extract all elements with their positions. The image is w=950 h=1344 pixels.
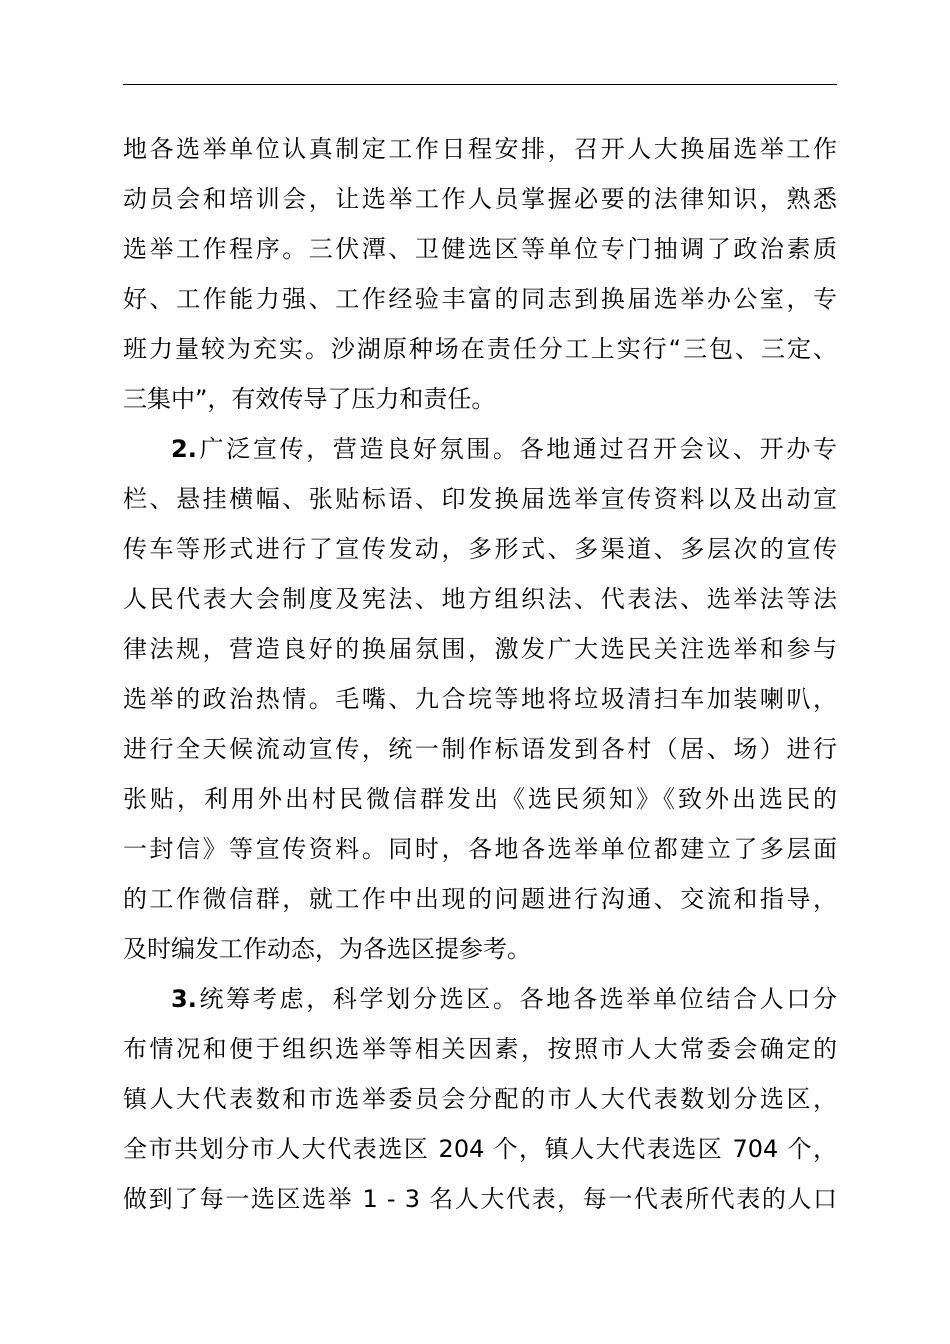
text-line (123, 424, 837, 474)
text-line (123, 974, 837, 1024)
paragraph-3 (123, 974, 837, 1224)
text-line-content: 广泛宣传，营造良好氛围。各地通过召开会议、开办专 (196, 435, 837, 463)
text-line-content: 统筹考虑，科学划分选区。各地各选举单位结合人口分 (196, 985, 837, 1013)
text-line: 传车等形式进行了宣传发动，多形式、多渠道、多层次的宣传 (123, 535, 837, 563)
text-line: 栏、悬挂横幅、张贴标语、印发换届选举宣传资料以及出动宣 (123, 485, 837, 513)
text-line: 律法规，营造良好的换届氛围，激发广大选民关注选举和参与 (123, 635, 837, 663)
text-line: 动员会和培训会，让选举工作人员掌握必要的法律知识，熟悉 (123, 185, 837, 213)
text-line: 三集中”，有效传导了压力和责任。 (123, 385, 496, 413)
text-line: 选举工作程序。三伏潭、卫健选区等单位专门抽调了政治素质 (123, 235, 837, 263)
text-line: 选举的政治热情。毛嘴、九合垸等地将垃圾清扫车加装喇叭， (123, 685, 837, 713)
paragraph-number: 3. (171, 985, 197, 1013)
text-line: 全市共划分市人大代表选区 204 个，镇人大代表选区 704 个， (123, 1135, 837, 1163)
text-line: 地各选举单位认真制定工作日程安排，召开人大换届选举工作 (123, 135, 837, 163)
text-line: 一封信》等宣传资料。同时，各地各选举单位都建立了多层面 (123, 835, 837, 863)
text-line: 布情况和便于组织选举等相关因素，按照市人大常委会确定的 (123, 1035, 837, 1063)
text-line: 好、工作能力强、工作经验丰富的同志到换届选举办公室，专 (123, 285, 837, 313)
paragraph-1 (123, 124, 837, 424)
text-line: 进行全天候流动宣传，统一制作标语发到各村（居、场）进行 (123, 735, 837, 763)
text-line: 班力量较为充实。沙湖原种场在责任分工上实行“三包、三定、 (123, 335, 837, 363)
body-text (123, 124, 837, 1224)
text-line: 张贴，利用外出村民微信群发出《选民须知》《致外出选民的 (123, 785, 837, 813)
header-rule (123, 84, 837, 85)
paragraph-2 (123, 424, 837, 974)
text-line: 及时编发工作动态，为各选区提参考。 (123, 935, 531, 963)
paragraph-number: 2. (171, 435, 197, 463)
text-line: 做到了每一选区选举 1 - 3 名人大代表，每一代表所代表的人口 (123, 1185, 837, 1213)
text-line: 镇人大代表数和市选举委员会分配的市人大代表数划分选区， (123, 1085, 837, 1113)
text-line: 人民代表大会制度及宪法、地方组织法、代表法、选举法等法 (123, 585, 837, 613)
text-line: 的工作微信群，就工作中出现的问题进行沟通、交流和指导， (123, 885, 837, 913)
